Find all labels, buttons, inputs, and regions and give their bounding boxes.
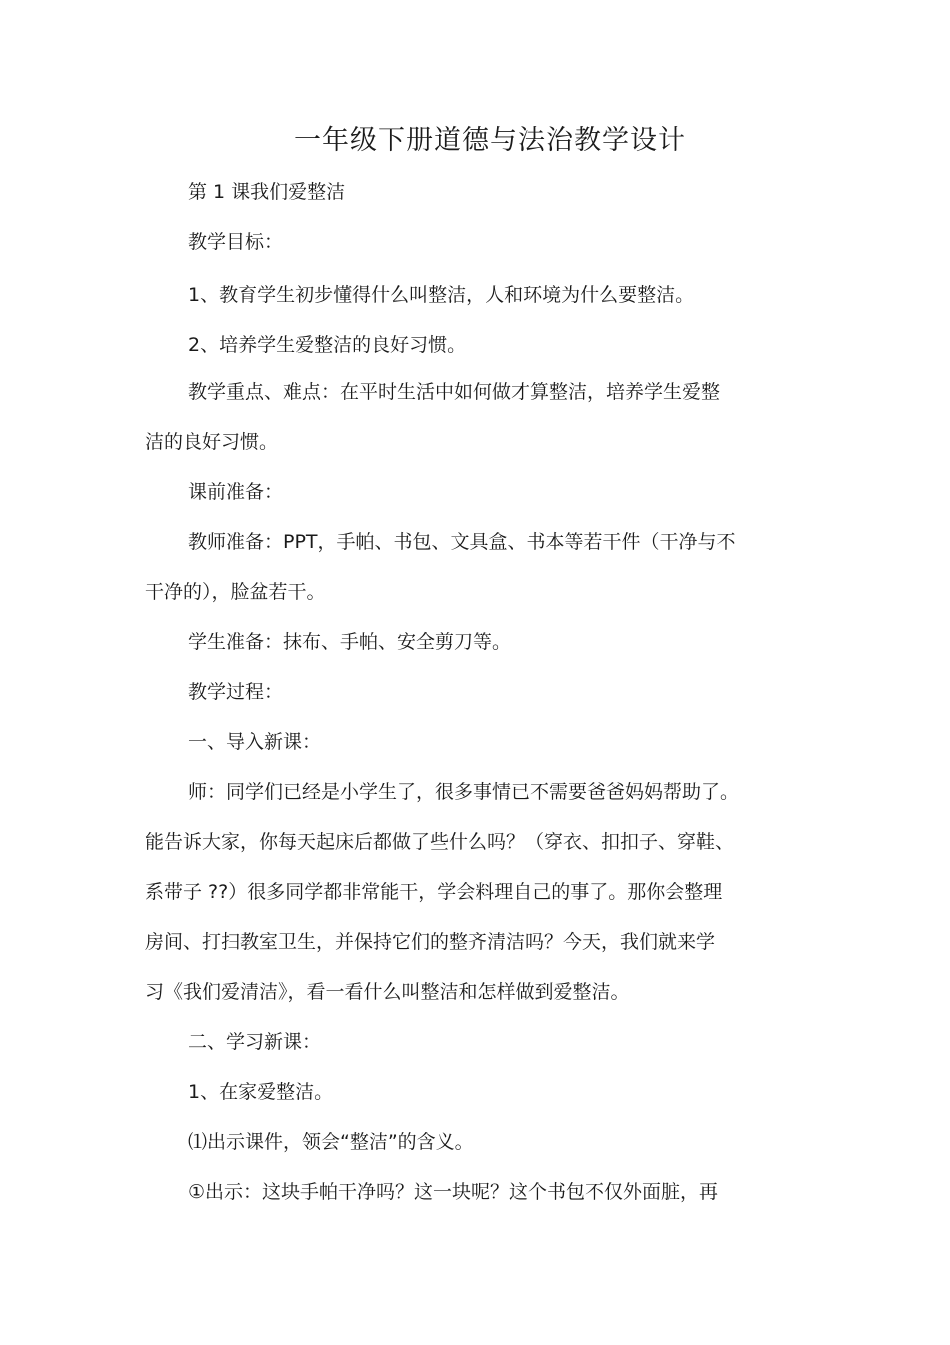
paragraph-teacher-prep: 教师准备：PPT，手帕、书包、文具盒、书本等若干件（干净与不 <box>188 531 736 553</box>
paragraph-objective-2: 2、培养学生爱整洁的良好习惯。 <box>188 334 467 356</box>
section-heading-process: 教学过程： <box>188 681 284 703</box>
section-heading-intro: 一、导入新课： <box>188 731 322 753</box>
paragraph-intro-2: 能告诉大家，你每天起床后都做了些什么吗？（穿衣、扣扣子、穿鞋、 <box>145 831 735 853</box>
lesson-title: 第 1 课我们爱整洁 <box>188 181 346 203</box>
paragraph-key-points-cont: 洁的良好习惯。 <box>145 431 279 453</box>
section-heading-preparation: 课前准备： <box>188 481 284 503</box>
paragraph-objective-1: 1、教育学生初步懂得什么叫整洁，人和环境为什么要整洁。 <box>188 284 695 306</box>
paragraph-intro-1: 师：同学们已经是小学生了，很多事情已不需要爸爸妈妈帮助了。 <box>188 781 740 803</box>
section-heading-new-lesson: 二、学习新课： <box>188 1031 322 1053</box>
paragraph-courseware: ⑴出示课件，领会“整洁”的含义。 <box>188 1131 474 1153</box>
subsection-heading-home: 1、在家爱整洁。 <box>188 1081 334 1103</box>
paragraph-key-points: 教学重点、难点：在平时生活中如何做才算整洁，培养学生爱整 <box>188 381 721 403</box>
document-title: 一年级下册道德与法治教学设计 <box>294 125 686 156</box>
section-heading-objectives: 教学目标： <box>188 231 284 253</box>
paragraph-intro-5: 习《我们爱清洁》，看一看什么叫整洁和怎样做到爱整洁。 <box>145 981 630 1003</box>
paragraph-intro-3: 系带子 ??）很多同学都非常能干，学会料理自己的事了。那你会整理 <box>145 881 723 903</box>
paragraph-show: ①出示：这块手帕干净吗？这一块呢？这个书包不仅外面脏，再 <box>188 1181 719 1203</box>
paragraph-teacher-prep-cont: 干净的），脸盆若干。 <box>145 581 326 603</box>
paragraph-student-prep: 学生准备：抹布、手帕、安全剪刀等。 <box>188 631 512 653</box>
paragraph-intro-4: 房间、打扫教室卫生，并保持它们的整齐清洁吗？今天，我们就来学 <box>145 931 716 953</box>
